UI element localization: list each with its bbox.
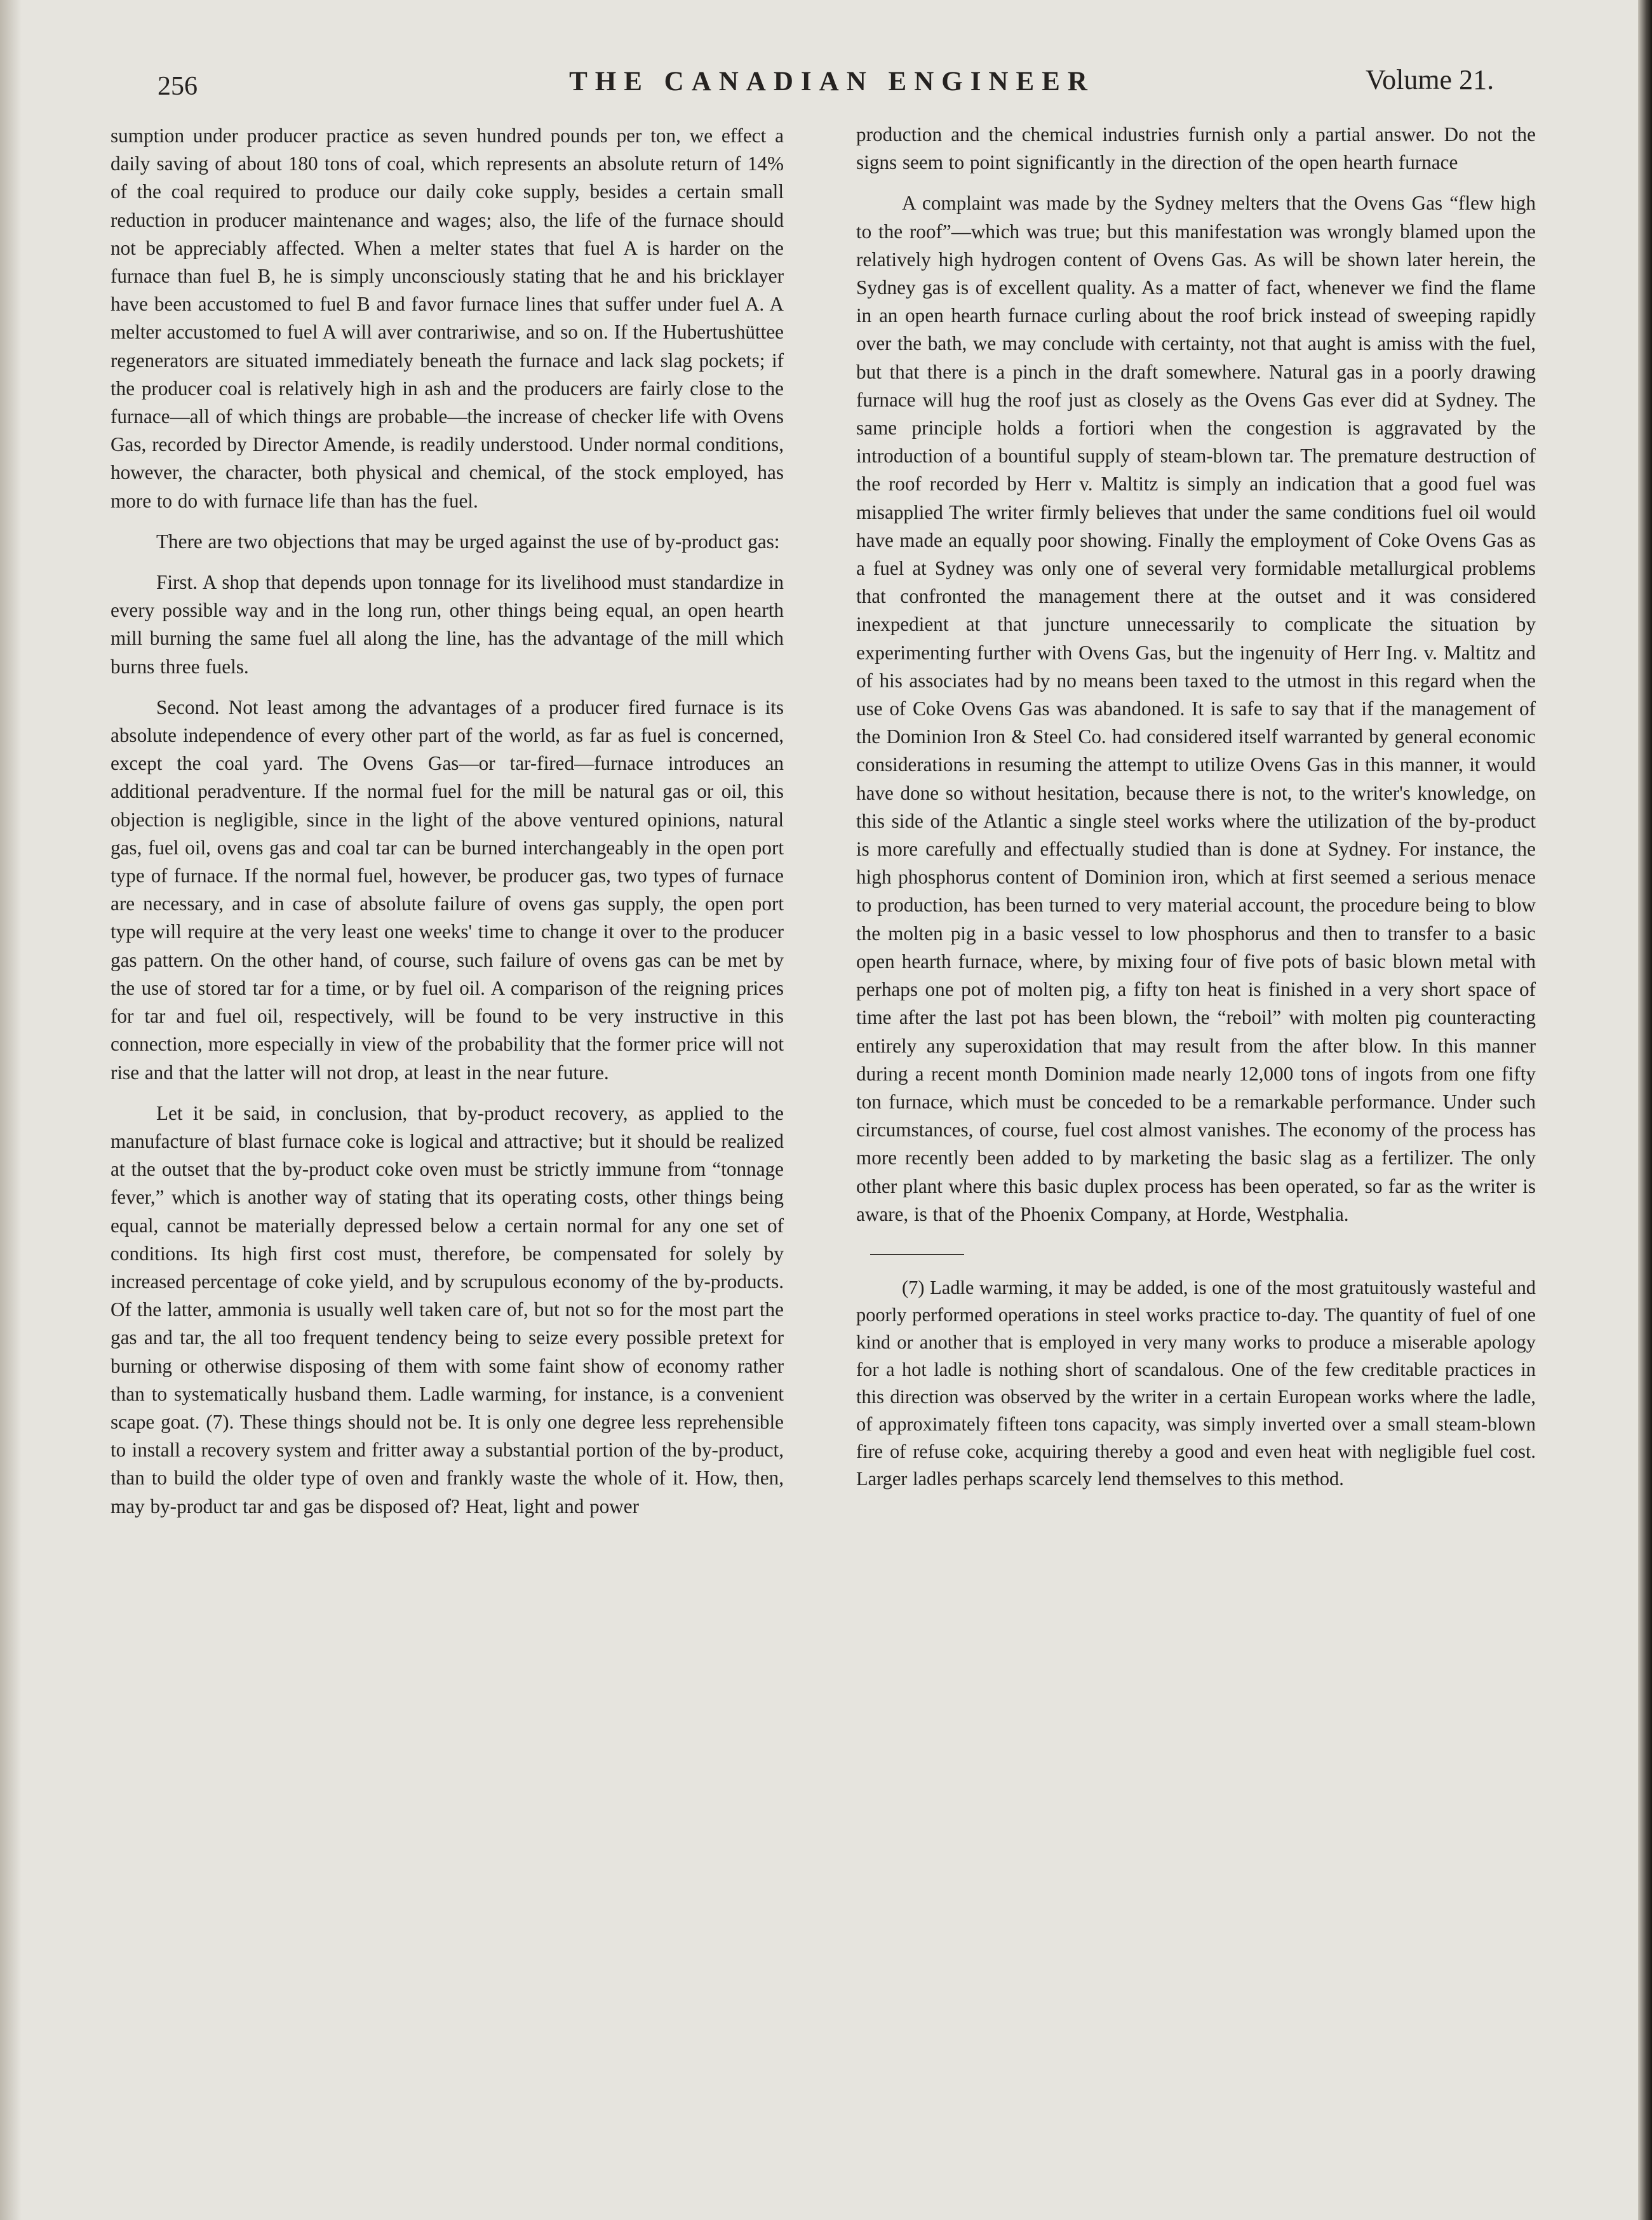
left-column <box>111 122 784 1533</box>
paragraph: sumption under producer practice as seven hundred pounds per ton, we effect a daily saving of about 180 tons of coal, which represents an absolute return of 14% of the coal required to produce our daily coke supply, besides a certain small reduction in producer maintenance and wages; also, the life of the furnace should not be appreciably affected. When a melter states that fuel A is harder on the furnace than fuel B, he is simply unconsciously stating that he and his bricklayer have been accustomed to fuel B and favor furnace lines that suffer under fuel A. A melter accustomed to fuel A will aver contrariwise, and so on. If the Hubertushüttee regenerators are situated immediately beneath the furnace and lack slag pockets; if the producer coal is relatively high in ash and the producers are fairly close to the furnace—all of which things are probable—the increase of checker life with Ovens Gas, recorded by Director Amende, is readily understood. Under normal conditions, however, the character, both physical and chemical, of the stock employed, has more to do with furnace life than has the fuel. <box>111 124 784 512</box>
paragraph: Let it be said, in conclusion, that by-product recovery, as applied to the manufacture of blast furnace coke is logical and attractive; but it should be realized at the outset that the by-product coke oven must be strictly immune from “tonnage fever,” which is another way of stating that its operating costs, other things being equal, cannot be materially depressed below a certain normal for any one set of conditions. Its high first cost must, therefore, be compensated for solely by increased percentage of coke yield, and by scrupulous economy of the by-products. Of the latter, ammonia is usually well taken care of, but not so for the most part the gas and tar, the all too frequent tendency being to seize every possible pretext for burning or otherwise disposing of them with some faint show of economy rather than to systematically husband them. Ladle warming, for instance, is a convenient scape goat. (7). These things should not be. It is only one degree less reprehensible to install a recovery system and fritter away a substantial portion of the by-product, than to build the older type of oven and frankly waste the whole of it. How, then, may by-product tar and gas be disposed of? Heat, light and power <box>111 1101 784 1517</box>
page-number: 256 <box>158 72 198 101</box>
book-spine <box>1638 0 1652 2220</box>
footnote <box>856 1274 1536 1493</box>
footnote-divider <box>870 1254 964 1255</box>
footnote-text: (7) Ladle warming, it may be added, is one of the most gratuitously wasteful and poorly performed operations in steel works practice to-day. The quantity of fuel of one kind or another that is employed in very many works to produce a miserable apology for a hot ladle is nothing short of scandalous. One of the few creditable practices in this direction was observed by the writer in a certain European works where the ladle, of approximately fifteen tons capacity, was simply inverted over a small steam-blown fire of refuse coke, acquiring thereby a good and even heat with negligible fuel cost. Larger ladles perhaps scarcely lend themselves to this method. <box>856 1276 1536 1490</box>
right-column <box>856 121 1536 1505</box>
volume-label: Volume 21. <box>1366 64 1494 95</box>
paragraph: production and the chemical industries furnish only a partial answer. Do not the signs seem to point significantly in the direction of the open hearth furnace <box>856 123 1536 174</box>
paragraph: There are two objections that may be urged against the use of by-product gas: <box>156 530 780 553</box>
page-edge-shadow <box>0 0 22 2220</box>
paragraph: Second. Not least among the advantages of a producer fired furnace is its absolute independence of every other part of the world, as far as fuel is concerned, except the coal yard. The Ovens Gas—or tar-fired—furnace introduces an additional peradventure. If the normal fuel for the mill be natural gas or oil, this objection is negligible, since in the light of the above ventured opinions, natural gas, fuel oil, ovens gas and coal tar can be burned interchangeably in the open port type of furnace. If the normal fuel, however, be producer gas, two types of furnace are necessary, and in case of absolute failure of ovens gas supply, the open port type will require at the very least one weeks' time to change it over to the producer gas pattern. On the other hand, of course, such failure of ovens gas can be met by the use of stored tar for a time, or by fuel oil. A comparison of the reigning prices for tar and fuel oil, respectively, will be found to be very instructive in this connection, more especially in view of the probability that the former price will not rise and that the latter will not drop, at least in the near future. <box>111 696 784 1084</box>
running-title: THE CANADIAN ENGINEER <box>569 67 1095 97</box>
paragraph: A complaint was made by the Sydney melters that the Ovens Gas “flew high to the roof”—which was true; but this manifestation was wrongly blamed upon the relatively high hydrogen content of Ovens Gas. As will be shown later herein, the Sydney gas is of excellent quality. As a matter of fact, whenever we find the flame in an open hearth furnace curling about the roof brick instead of sweeping rapidly over the bath, we may conclude with certainty, not that aught is amiss with the fuel, but that there is a pinch in the draft somewhere. Natural gas in a poorly drawing furnace will hug the roof just as closely as the Ovens Gas ever did at Sydney. The same principle holds a fortiori when the congestion is aggravated by the introduction of a bountiful supply of steam-blown tar. The premature destruction of the roof recorded by Herr v. Maltitz is simply an indication that a good fuel was misapplied The writer firmly believes that under the same conditions fuel oil would have made an equally poor showing. Finally the employment of Coke Ovens Gas as a fuel at Sydney was only one of several very formidable metallurgical problems that confronted the management there at the outset and it was considered inexpedient at that juncture unnecessarily to complicate the situation by experimenting further with Ovens Gas, but the ingenuity of Herr Ing. v. Maltitz and of his associates had by no means been taxed to the utmost in this regard when the use of Coke Ovens Gas was abandoned. It is safe to say that if the management of the Dominion Iron & Steel Co. had considered itself warranted by general economic considerations in resuming the attempt to utilize Ovens Gas in this manner, it would have done so without hesitation, because there is not, to the writer's knowledge, on this side of the Atlantic a single steel works where the utilization of the by-product is more carefully and effectually studied than is done at Sydney. For instance, the high phosphorus content of Dominion iron, which at first seemed a serious menace to production, has been turned to very material account, the procedure being to blow the molten pig in a basic vessel to low phosphorus and then to transfer to a basic open hearth furnace, where, by mixing four of five pots of basic blown metal with perhaps one pot of molten pig, a fifty ton heat is finished in a very short space of time after the last pot has been blown, the “reboil” with molten pig counteracting entirely any superoxidation that may result from the after blow. In this manner during a recent month Dominion made nearly 12,000 tons of ingots from one fifty ton furnace, which must be conceded to be a remarkable performance. Under such circumstances, of course, fuel cost almost vanishes. The economy of the process has more recently been added to by marketing the basic slag as a fertilizer. The only other plant where this basic duplex process has been operated, so far as the writer is aware, is that of the Phoenix Company, at Horde, Westphalia. <box>856 192 1536 1225</box>
paragraph: First. A shop that depends upon tonnage for its livelihood must standardize in every possible way and in the long run, other things being equal, an open hearth mill burning the same fuel all along the line, has the advantage of the mill which burns three fuels. <box>111 571 784 678</box>
